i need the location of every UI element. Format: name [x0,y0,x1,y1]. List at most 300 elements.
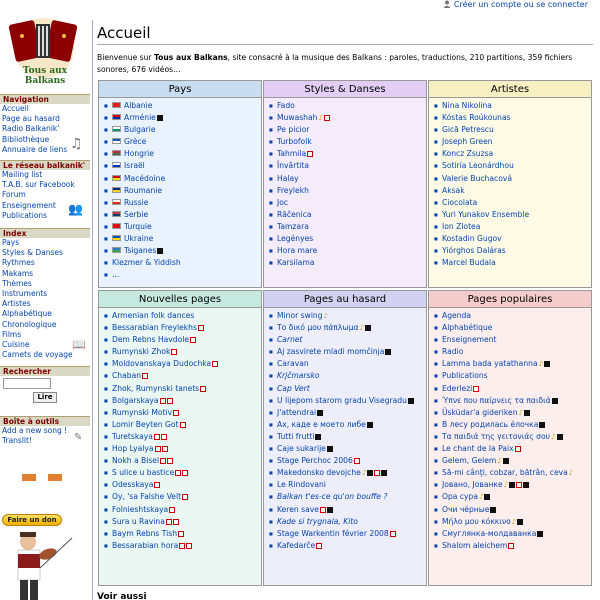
list-item-link[interactable]: Очи чёрные [442,504,490,514]
list-item-link[interactable]: Смуглянка-молдаванка [442,528,537,538]
list-item [274,540,426,552]
list-item-link[interactable]: Ederlezi [442,383,473,393]
score-pdf-icon [316,543,322,549]
list-item [109,540,261,552]
audio-note-icon: ♪ [551,432,556,441]
audio-note-icon: ♪ [361,469,367,478]
list-item [274,160,426,172]
list-item-link[interactable]: Rumynski Zhok [112,347,171,357]
list-item-link[interactable]: Joseph Green [442,137,493,147]
score-pdf-icon [142,373,148,379]
list-item-link[interactable]: Caje sukarije [277,444,326,454]
video-icon [365,325,371,331]
list-item-link[interactable]: Serbie [124,209,149,219]
list-item-link[interactable]: Enseignement [442,335,497,345]
list-item-link[interactable]: Kóstas Roúkounas [442,113,511,123]
list-item-link[interactable]: Hora mare [277,246,318,256]
list-item-link[interactable]: Arménie [124,113,156,123]
list-item-link[interactable]: Ciocolata [442,197,478,207]
list-item [109,346,261,358]
index-item-rythmes[interactable]: Rythmes [2,258,35,268]
search-heading: Rechercher [0,366,90,376]
list-item-link[interactable]: Koncz Zsuzsa [442,149,494,159]
index-item-carnets[interactable]: Carnets de voyage [2,350,73,360]
list-item-link[interactable]: Turbofolk [277,137,312,147]
score-pdf-icon [179,543,185,549]
reseau-item-forum[interactable]: Forum [2,190,26,200]
score-pdf-icon [173,410,179,416]
list-item [439,540,591,552]
list-item-link[interactable]: Halay [277,173,299,183]
list-item-link[interactable]: Agenda [442,311,471,320]
list-item [274,148,426,160]
list-item-link[interactable]: Krjčmarsko [277,371,320,381]
list-item-link[interactable]: Gelem, Gelem [442,456,497,466]
list-item-link[interactable]: Muwashah [277,113,318,123]
score-pdf-icon [180,422,186,428]
list-item [109,112,261,124]
list-item [109,310,261,322]
list-item-link[interactable]: Kade si trygnala, Kito [277,516,358,526]
score-pdf-icon [167,398,173,404]
list-item [274,310,426,322]
list-item [274,358,426,370]
list-item-link[interactable]: Legényes [277,234,314,244]
list-item [274,443,426,455]
list-item-link[interactable]: Nina Nikolina [442,101,492,110]
list-item-link[interactable]: Yiórghos Daláras [442,246,506,256]
flag-icon [112,187,121,193]
list-item [274,185,426,197]
list-item [109,504,261,516]
sidebar [0,0,90,600]
score-pdf-icon [182,470,188,476]
list-item-link[interactable]: Sotiría Leonárdhou [442,161,514,171]
list-item [439,245,591,257]
list-item-link[interactable]: U lijepom starom gradu Visegradu [277,395,407,405]
video-icon [367,470,373,476]
list-item-link[interactable]: Makedonsko devojche [277,468,361,478]
list-item-link[interactable]: Marcel Budala [442,258,496,268]
list-item-link[interactable]: Israël [124,161,145,171]
nav-item-random[interactable]: Page au hasard [2,114,60,124]
list-item-link[interactable]: Publications [442,371,488,381]
list-item-link[interactable]: Üsküdar'a gideriken [442,407,518,417]
list-item-link[interactable]: Le chant de la Paix [442,444,514,454]
audio-note-icon: ♪ [497,457,502,466]
list-item [109,419,261,431]
list-item-link[interactable]: Ах, каде е моето либе [277,419,366,429]
list-item-link[interactable]: Tahmila [277,149,307,159]
list-item-link[interactable]: Minor swing [277,311,323,320]
donate-button[interactable]: Faire un don [2,514,62,526]
list-item-link[interactable]: Învârtita [277,161,310,171]
flag-icon [112,162,121,168]
flag-icon [112,138,121,144]
hasard-list [264,308,426,552]
styles-box [263,80,427,288]
video-icon [327,507,333,513]
list-item-link[interactable]: Aksak [442,185,465,195]
index-item-artistes[interactable]: Artistes [2,299,31,309]
flag-icon [112,199,121,205]
list-item-link[interactable]: Yuri Yunakov Ensemble [442,209,530,219]
list-item [274,479,426,491]
list-item-link[interactable]: Tamzara [277,221,309,231]
index-item-films[interactable]: Films [2,329,22,339]
score-pdf-icon [390,531,396,537]
list-item [274,491,426,503]
video-icon [503,458,509,464]
list-item-link[interactable]: Lamma bada yatathanna [442,359,538,369]
list-item [274,245,426,257]
video-icon [490,507,496,513]
pays-box [98,80,262,288]
list-item-link[interactable]: Tutti frutti [277,431,315,441]
list-item-link[interactable]: Freylekh [277,185,309,195]
list-item-link[interactable]: Sura u Ravina [112,516,165,526]
list-item [274,233,426,245]
list-item-link[interactable]: Ора сура [442,492,479,502]
list-item [274,455,426,467]
flag-icon [112,211,121,217]
list-item [109,491,261,503]
list-item [274,334,426,346]
list-item [109,197,261,209]
list-item-link[interactable]: Armenian folk dances [112,311,195,320]
list-item [109,160,261,172]
audio-note-icon: ♪ [568,469,574,478]
list-item-link[interactable]: Radio [442,347,464,357]
artistes-box [428,80,592,288]
score-pdf-icon [515,446,521,452]
list-item-link[interactable]: Zhok, Rumynski tanets [112,383,200,393]
list-item [109,407,261,419]
list-item-link[interactable]: Μήλο μου κόκκινο [442,516,511,526]
reseau-item-publications[interactable]: Publications [2,210,48,220]
audio-note-icon: ♪ [479,493,484,502]
list-item-link[interactable]: Ύπνε που παίρνεις τα παιδιά [442,395,551,405]
list-item [109,443,261,455]
score-pdf-icon [161,434,167,440]
list-item [439,310,591,322]
video-icon [539,422,545,428]
list-item [439,124,591,136]
list-item-link[interactable]: Nokh a Bisel [112,456,160,466]
tools-item-add-song[interactable]: Add a new song ! [2,426,68,435]
list-item-link[interactable]: Alphabétique [442,323,493,333]
video-icon [385,349,391,355]
list-item-link[interactable]: Bessarabian hora [112,540,179,550]
list-item [439,395,591,407]
list-item [109,233,261,245]
list-item [274,221,426,233]
artistes-list [429,98,591,269]
reseau-portlet [0,160,90,221]
book-icon: 📖 [72,338,86,351]
list-item-link[interactable]: Folnieshtskaya [112,504,169,514]
list-item [109,395,261,407]
list-item [109,334,261,346]
video-icon [327,446,333,452]
list-item-link[interactable]: Gică Petrescu [442,125,494,135]
hasard-box [263,290,427,586]
flag-icon [112,150,121,156]
index-heading: Index [0,228,90,238]
list-item [109,136,261,148]
artistes-heading: Artistes [429,81,591,98]
reseau-item-mailing[interactable]: Mailing list [2,170,43,179]
list-item-link[interactable]: Stage Perchoc 2006 [277,456,353,466]
tools-item-translit[interactable]: Translit! [2,436,32,446]
list-item-link[interactable]: S ulice u bastice [112,468,175,478]
list-item [439,185,591,197]
video-icon [317,410,323,416]
score-pdf-icon [473,386,479,392]
list-item-link[interactable]: J'attendrai [277,407,317,417]
list-item [109,479,261,491]
tools-portlet [0,416,90,446]
list-item-link[interactable]: Dem Rebns Havdole [112,335,190,345]
see-also-heading: Voir aussi [97,592,147,600]
atom-badge-icon[interactable] [48,474,62,481]
score-pdf-icon [155,446,161,452]
index-item-themes[interactable]: Thèmes [2,278,32,288]
list-item-link[interactable]: Hongrie [124,149,154,159]
list-item [274,112,426,124]
score-pdf-icon [169,507,175,513]
list-item [274,173,426,185]
list-item [109,528,261,540]
reseau-heading: Le réseau balkanik' [0,160,90,170]
list-item-link[interactable]: Le Rindovani [277,480,326,490]
list-item-link[interactable]: Chaban [112,371,142,381]
nouvelles-list [99,308,261,552]
score-pdf-icon [307,151,313,157]
score-pdf-icon [167,458,173,464]
score-pdf-icon [166,519,172,525]
list-item [109,358,261,370]
list-item-link[interactable]: Roumanie [124,185,163,195]
list-item [274,100,426,112]
list-item-link[interactable]: Τα παιδιά της γειτονιάς σου [442,431,551,441]
list-item [439,233,591,245]
list-item-link[interactable]: Cap Vert [277,383,310,393]
list-item-link[interactable]: Bessarabian Freylekhs [112,323,197,333]
list-item [109,124,261,136]
list-item-link[interactable]: Baym Rebns Tish [112,528,178,538]
audio-note-icon: ♪ [518,408,523,417]
list-item-link[interactable]: В лесу родилась ёлочка [442,419,539,429]
score-pdf-icon [154,434,160,440]
index-item-makams[interactable]: Makams [2,268,34,278]
list-item-link[interactable]: Јовано, Јованке [442,480,503,490]
list-item-link[interactable]: Kostadin Gugov [442,234,502,244]
list-item [439,528,591,540]
list-item-link[interactable]: Lomir Beyten Got [112,419,179,429]
site-logo[interactable] [2,14,86,86]
rss-badges [22,474,74,483]
list-item [439,479,591,491]
list-item-link[interactable]: Fado [277,101,295,110]
nav-item-library[interactable]: Bibliothèque [2,134,50,144]
list-item [109,516,261,528]
list-item-link[interactable]: Russie [124,197,149,207]
nav-item-accueil[interactable]: Accueil [2,104,29,113]
list-item-link[interactable]: Klezmer & Yiddish [112,258,181,268]
list-item-link[interactable]: Keren save [277,504,319,514]
list-item-link[interactable]: Bulgarie [124,125,156,135]
list-item [109,209,261,221]
list-item-link[interactable]: Carnet [277,335,303,345]
list-item [439,136,591,148]
list-item-link[interactable]: Το δικό μου πάπλωμα [277,323,359,333]
list-item [109,245,261,257]
list-item [109,269,261,281]
list-item-link[interactable]: Să-mi cânţi, cobzar, bătrân, ceva [442,468,568,478]
list-item [109,148,261,160]
list-item [274,407,426,419]
list-item [439,112,591,124]
list-item [109,100,261,112]
score-pdf-icon [508,543,514,549]
list-item [439,346,591,358]
index-item-pays[interactable]: Pays [2,238,20,247]
list-item [439,467,591,479]
list-item-link[interactable]: Balkan t'es-ce qu'on bouffe ? [277,492,388,502]
index-item-alphabetique[interactable]: Alphabétique [2,309,52,319]
score-pdf-icon [171,349,177,355]
list-item [439,173,591,185]
list-item-link[interactable]: Moldovanskaya Dudochka [112,359,212,369]
main-content [92,20,600,600]
donate-area [0,512,90,600]
create-account-link[interactable]: Créer un compte ou se connecter [453,0,588,9]
video-icon [523,482,529,488]
list-item-link[interactable]: Tsiganes [124,246,157,256]
list-item-link[interactable]: Rumynski Motiv [112,407,173,417]
flag-icon [112,175,121,181]
list-item-link[interactable]: Odesskaya [112,480,154,490]
video-icon [367,422,373,428]
flag-icon [112,223,121,229]
list-item [274,395,426,407]
index-item-cuisine[interactable]: Cuisine [2,340,30,350]
list-item-link[interactable]: Albanie [124,101,153,110]
list-item [439,148,591,160]
list-item [439,504,591,516]
list-item-link[interactable]: Grèce [124,137,147,147]
styles-list [264,98,426,269]
audio-note-icon: ♪ [318,114,323,123]
flag-icon [112,247,121,253]
flag-icon [112,235,121,241]
list-item [109,173,261,185]
list-item [109,467,261,479]
list-item-link[interactable]: Bolgarskaya [112,395,159,405]
score-pdf-icon [154,482,160,488]
list-item [439,322,591,334]
video-icon [315,434,321,440]
list-item-link[interactable]: Karsilama [277,258,315,268]
nav-item-radio[interactable]: Radio Balkanik' [2,124,60,134]
list-item [439,197,591,209]
reseau-item-facebook[interactable]: T.A.B. sur Facebook [2,180,75,190]
list-item-link[interactable]: Macédoine [124,173,166,183]
search-input[interactable] [3,378,51,389]
score-pdf-icon [212,361,218,367]
score-pdf-icon [190,337,196,343]
list-item-link[interactable]: Hop Lyalya [112,444,154,454]
intro-text: Bienvenue sur Tous aux Balkans, site consacré à la musique des Balkans : paroles, traductions, 210 partitions, 359 fichiers sonores, 676 vidéos… [97,53,573,74]
list-item [439,455,591,467]
video-icon [552,398,558,404]
list-item [439,160,591,172]
list-item-link[interactable]: Stage Warkentin février 2008 [277,528,389,538]
score-pdf-icon [173,519,179,525]
score-pdf-icon [198,325,204,331]
flag-icon [112,114,121,120]
title-divider [97,44,593,45]
score-pdf-icon [324,115,330,121]
violinist-illustration [0,528,90,600]
list-item [274,516,426,528]
list-item-link[interactable]: Caravan [277,359,309,369]
list-item [439,431,591,443]
list-item-link[interactable]: Valerie Buchacová [442,173,512,183]
rss-badge-icon[interactable] [22,474,36,481]
list-item [439,100,591,112]
list-item-link[interactable]: Oy, 'sa Falshe Velt [112,492,182,502]
index-item-instruments[interactable]: Instruments [2,289,48,299]
people-icon: 👥 [68,202,83,216]
list-item [439,257,591,269]
nav-item-links[interactable]: Annuaire de liens [2,144,68,154]
list-item-link[interactable]: Joc [277,197,289,207]
list-item-link[interactable]: Kafedarče [277,540,316,550]
audio-note-icon: ♪ [503,481,509,490]
search-portlet [0,366,90,405]
search-go-button[interactable]: Lire [33,392,57,403]
flag-icon [112,102,121,108]
list-item [274,370,426,382]
list-item [439,419,591,431]
list-item [274,136,426,148]
list-item [274,467,426,479]
list-item-link[interactable]: Shalom aleichem [442,540,508,550]
score-pdf-icon [182,494,188,500]
list-item-link[interactable]: Turquie [124,221,152,231]
list-item [274,124,426,136]
list-item [274,528,426,540]
hasard-heading: Pages au hasard [264,291,426,308]
list-item-link[interactable]: Pe picior [277,125,310,135]
video-icon [381,470,387,476]
list-item-link[interactable]: Ion Zlotea [442,221,481,231]
navigation-portlet [0,94,90,155]
list-item [274,346,426,358]
list-item-link[interactable]: Ukraine [124,234,154,244]
list-item-link[interactable]: ... [112,270,120,280]
list-item-link[interactable]: Turetskaya [112,431,153,441]
list-item-link[interactable]: Răčenica [277,209,312,219]
list-item-link[interactable]: Aj zasvirete mladi momčinja [277,347,385,357]
index-item-chronologique[interactable]: Chronologique [2,319,57,329]
score-pdf-icon [374,470,380,476]
list-item [274,383,426,395]
index-item-styles[interactable]: Styles & Danses [2,248,63,258]
reseau-item-enseignement[interactable]: Enseignement [2,200,56,210]
